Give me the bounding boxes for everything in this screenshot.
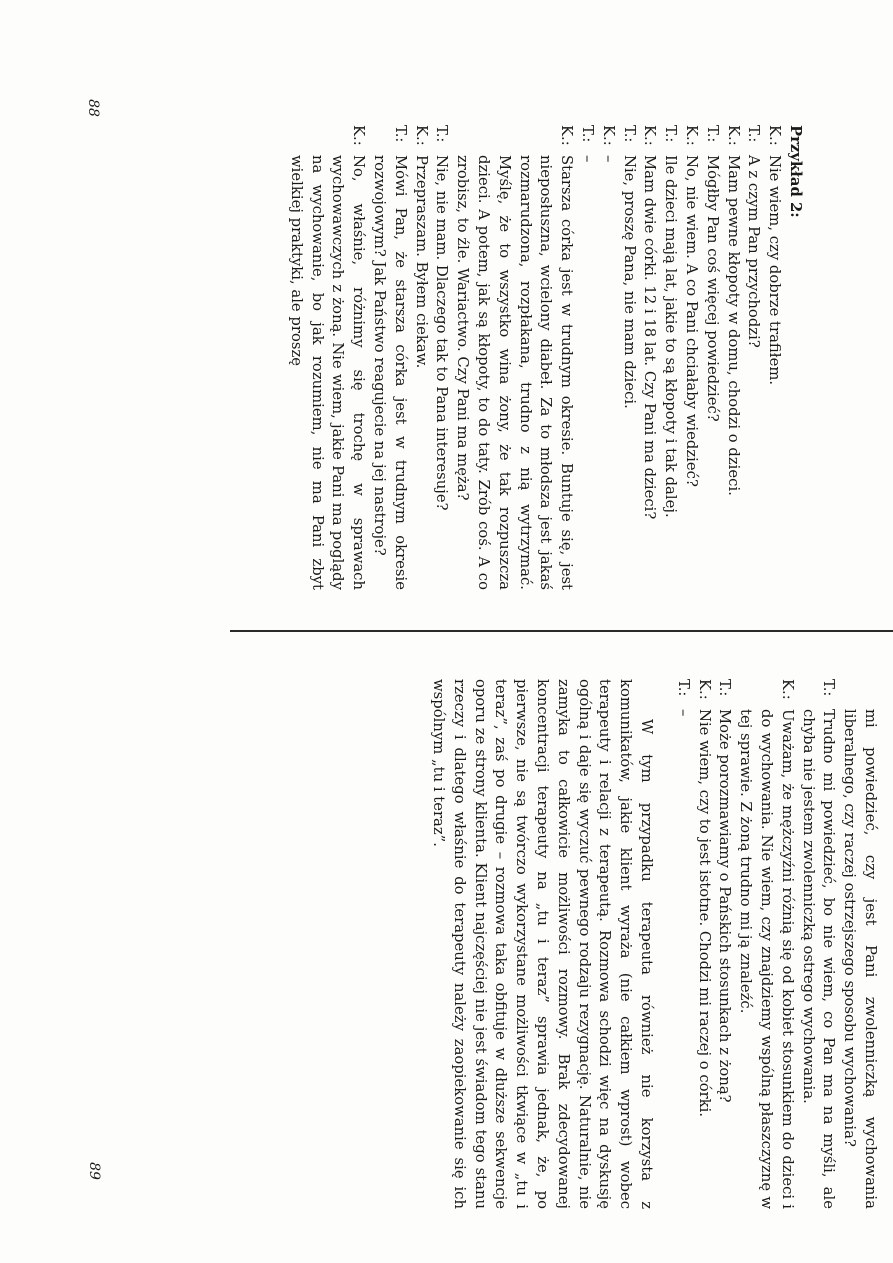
utterance-text: Nie, proszę Pana, nie mam dzieci. <box>620 155 638 409</box>
dialogue-line <box>797 679 839 1209</box>
speaker-label: T.: <box>745 125 763 143</box>
speaker-label: T.: <box>716 679 734 697</box>
utterance-text: Nie wiem, czy dobrze trafiłem. <box>766 155 784 386</box>
speaker-label: T.: <box>433 125 451 143</box>
utterance-text: Starsza córka jest w trudnym okresie. Buntuje się, jest nieposłuszna, wcielony diabeł. Za to młodsza jest jakaś rozmarudzona, rozpłakana, trudno z nią wytrzymać. Myślę, że to wszystko wina żony, że tak rozpuszcza dzieci. A potem, jak są kłopoty, to do taty. Zrób coś. A co zrobisz, to źle. Wariactwo. Czy Pani ma męża? <box>454 155 576 590</box>
page-number-right: 89 <box>85 1162 102 1180</box>
speaker-label: K.: <box>695 679 713 700</box>
dialogue-list <box>285 125 784 590</box>
utterance-text: Mam dwie córki. 12 i 18 lat. Czy Pani ma dzieci? <box>641 155 659 520</box>
commentary-paragraph: W tym przypadku terapeuta również nie korzysta z komunikatów, jakie klient wyraża (nie całkiem wprost) wobec terapeuty i relacji z terapeutą. Rozmowa schodzi więc na dyskusję ogólną i daje się wyczuć pewnego rodzaju rezygnację. Naturalnie, nie zamyka to całkowicie możliwości rozmowy. Brak zdecydowanej koncentracji terapeuty na „tu i teraz” sprawia jednak, że, po pierwsze, nie są twórczo wykorzystane możliwości tkwiące w „tu i teraz”, zaś po drugie – rozmowa taka obfituje w dłuższe sekwencje oporu ze strony klienta. Klient najczęściej nie jest świadom tego stanu rzeczy i dlatego właśnie do terapeuty należy zaopiekowanie się ich wspólnym „tu i teraz”. <box>430 679 656 1209</box>
utterance-text: A z czym Pan przychodzi? <box>745 155 763 348</box>
utterance-text: Nie, nie mam. Dlaczego tak to Pana interesuje? <box>433 155 451 511</box>
utterance-text: – <box>674 709 692 717</box>
dialogue-line <box>410 125 431 590</box>
utterance-text: Mówi Pan, że starsza córka jest w trudnym okresie rozwojowym? Jak Państwo reagujecie na jej nastroje? <box>371 155 409 590</box>
utterance-text: Ile dzieci mają lat, jakie to są kłopoty i tak dalej. <box>662 155 680 518</box>
example-heading: Przykład 2: <box>787 125 804 218</box>
upper-page-text <box>285 125 805 590</box>
dialogue-line <box>451 125 576 590</box>
utterance-text: Trudno mi powiedzieć, bo nie wiem, co Pan ma na myśli, ale chyba nie jestem zwolenniczką ostrego wychowania. <box>799 709 838 1209</box>
speaker-label: K.: <box>350 125 368 146</box>
speaker-label: K.: <box>683 125 701 146</box>
speaker-label: T.: <box>703 125 721 143</box>
speaker-label: T.: <box>579 125 597 143</box>
speaker-label: T.: <box>662 125 680 143</box>
utterance-text: Mógłby Pan coś więcej powiedzieć? <box>703 155 721 422</box>
utterance-text: No, właśnie, różnimy się trochę w sprawach wychowawczych z żoną. Nie wiem, jakie Pani ma poglądy na wychowanie, bo jak rozumiem, nie ma Pani zbyt wielkiej praktyki, ale proszę <box>287 155 368 590</box>
speaker-label: T.: <box>820 679 838 697</box>
page-number-left: 88 <box>84 99 101 117</box>
dialogue-continuation: mi powiedzieć, czy jest Pani zwolenniczką wychowania liberalnego, czy raczej ostrzejszego sposobu wychowania? <box>841 709 879 1209</box>
dialogue-list <box>672 679 838 1209</box>
utterance-text: Nie wiem, czy to jest istotne. Chodzi mi raczej o córki. <box>695 709 713 1118</box>
dialogue-line <box>714 679 735 1209</box>
speaker-label: K.: <box>778 679 796 700</box>
speaker-label: T.: <box>391 125 409 143</box>
dialogue-line <box>701 125 722 590</box>
dialogue-line <box>576 125 597 590</box>
lower-page-text <box>427 679 880 1209</box>
dialogue-line <box>722 125 743 590</box>
speaker-label: T.: <box>674 679 692 697</box>
dialogue-line <box>672 679 693 1209</box>
speaker-label: K.: <box>412 125 430 146</box>
dialogue-line <box>763 125 784 590</box>
dialogue-line <box>368 125 410 590</box>
dialogue-line <box>639 125 660 590</box>
utterance-text: Przepraszam. Byłem ciekaw. <box>412 155 430 369</box>
dialogue-line <box>734 679 796 1209</box>
utterance-text: – <box>599 155 617 163</box>
dialogue-line <box>693 679 714 1209</box>
speaker-label: K.: <box>599 125 617 146</box>
utterance-text: No, nie wiem. A co Pani chciałaby wiedzieć? <box>683 155 701 487</box>
speaker-label: K.: <box>766 125 784 146</box>
lower-page <box>0 631 893 1263</box>
dialogue-line <box>285 125 368 590</box>
dialogue-line <box>680 125 701 590</box>
speaker-label: K.: <box>641 125 659 146</box>
dialogue-line <box>431 125 452 590</box>
utterance-text: Może porozmawiamy o Pańskich stosunkach z żoną? <box>716 709 734 1103</box>
utterance-text: Mam pewne kłopoty w domu, chodzi o dzieci. <box>724 155 742 496</box>
dialogue-line <box>743 125 764 590</box>
speaker-label: K.: <box>724 125 742 146</box>
utterance-text: Uważam, że mężczyźni różnią się od kobiet stosunkiem do dzieci i do wychowania. Nie wiem, czy znajdziemy wspólną płaszczyznę w tej sprawie. Z żoną trudno mi ją znaleźć. <box>737 709 796 1209</box>
dialogue-line <box>597 125 618 590</box>
speaker-label: T.: <box>620 125 638 143</box>
dialogue-line <box>618 125 639 590</box>
speaker-label: K.: <box>558 125 576 146</box>
dialogue-line <box>659 125 680 590</box>
utterance-text: – <box>579 155 597 163</box>
